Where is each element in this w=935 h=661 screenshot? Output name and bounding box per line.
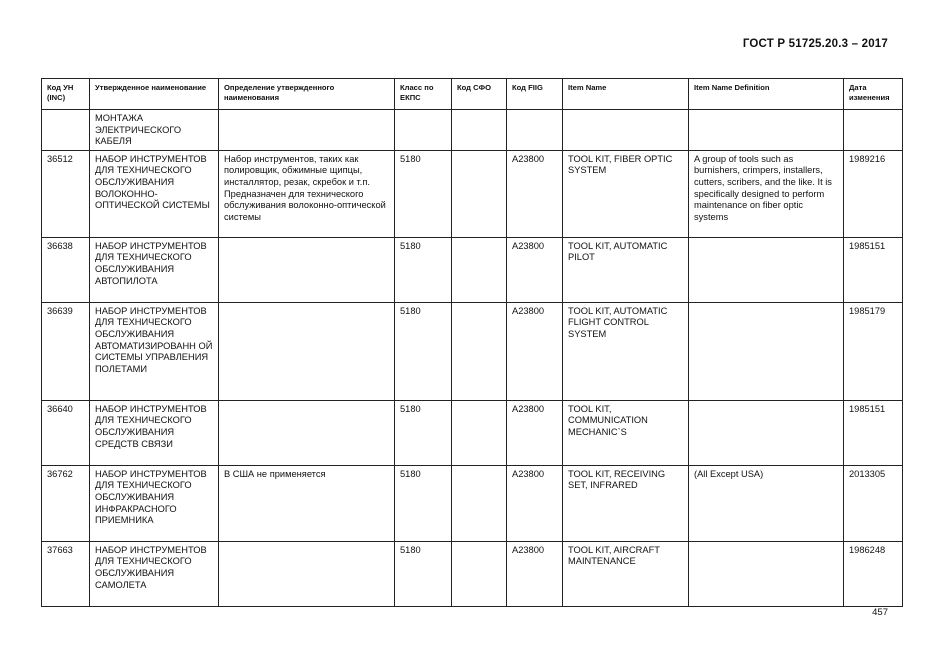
header-inc: Код УН (INC)	[42, 79, 90, 110]
header-approved-name: Утвержденное наименование	[90, 79, 219, 110]
header-item-name: Item Name	[563, 79, 689, 110]
cell-sfo	[452, 110, 507, 151]
cell-date	[844, 110, 903, 151]
cell-definition	[219, 237, 395, 302]
cell-inc: 36512	[42, 150, 90, 237]
cell-sfo	[452, 465, 507, 541]
cell-definition	[219, 110, 395, 151]
table-header-row	[42, 79, 903, 110]
cell-item-definition	[689, 400, 844, 465]
table-row	[42, 110, 903, 151]
cell-item-name: TOOL KIT, AIRCRAFT MAINTENANCE	[563, 541, 689, 606]
table-row	[42, 150, 903, 237]
cell-class: 5180	[395, 150, 452, 237]
header-fiig: Код FIIG	[507, 79, 563, 110]
cell-class: 5180	[395, 237, 452, 302]
table-body	[42, 110, 903, 607]
cell-fiig: A23800	[507, 541, 563, 606]
item-name-table	[41, 78, 903, 607]
table-row	[42, 237, 903, 302]
cell-item-definition	[689, 541, 844, 606]
cell-item-definition	[689, 237, 844, 302]
cell-class: 5180	[395, 302, 452, 400]
cell-approved-name: НАБОР ИНСТРУМЕНТОВ ДЛЯ ТЕХНИЧЕСКОГО ОБСЛУЖИВАНИЯ СРЕДСТВ СВЯЗИ	[90, 400, 219, 465]
cell-sfo	[452, 541, 507, 606]
cell-item-definition: (All Except USA)	[689, 465, 844, 541]
cell-approved-name: НАБОР ИНСТРУМЕНТОВ ДЛЯ ТЕХНИЧЕСКОГО ОБСЛУЖИВАНИЯ ВОЛОКОННО-ОПТИЧЕСКОЙ СИСТЕМЫ	[90, 150, 219, 237]
cell-inc	[42, 110, 90, 151]
table-row	[42, 465, 903, 541]
cell-date: 2013305	[844, 465, 903, 541]
cell-class: 5180	[395, 541, 452, 606]
cell-inc: 36639	[42, 302, 90, 400]
cell-date: 1989216	[844, 150, 903, 237]
cell-approved-name: МОНТАЖА ЭЛЕКТРИЧЕСКОГО КАБЕЛЯ	[90, 110, 219, 151]
cell-inc: 36762	[42, 465, 90, 541]
cell-fiig: A23800	[507, 237, 563, 302]
cell-sfo	[452, 237, 507, 302]
cell-definition	[219, 541, 395, 606]
cell-class: 5180	[395, 400, 452, 465]
cell-fiig: A23800	[507, 465, 563, 541]
cell-sfo	[452, 302, 507, 400]
cell-date: 1985151	[844, 237, 903, 302]
cell-item-name: TOOL KIT, COMMUNICATION MECHANIC`S	[563, 400, 689, 465]
cell-item-name: TOOL KIT, RECEIVING SET, INFRARED	[563, 465, 689, 541]
cell-item-name: TOOL KIT, AUTOMATIC PILOT	[563, 237, 689, 302]
header-sfo: Код СФО	[452, 79, 507, 110]
cell-definition: Набор инструментов, таких как полировщик, обжимные щипцы, инсталлятор, резак, скребок и т.п. Предназначен для технического обслуживания волоконно-оптической системы	[219, 150, 395, 237]
table-row	[42, 400, 903, 465]
cell-class: 5180	[395, 465, 452, 541]
header-class: Класс по ЕКПС	[395, 79, 452, 110]
cell-definition	[219, 302, 395, 400]
cell-fiig: A23800	[507, 302, 563, 400]
cell-item-name	[563, 110, 689, 151]
cell-fiig: A23800	[507, 400, 563, 465]
cell-inc: 36638	[42, 237, 90, 302]
cell-item-definition	[689, 110, 844, 151]
cell-item-definition: A group of tools such as burnishers, crimpers, installers, cutters, scribers, and the like. It is specifically designed to perform maintenance on fiber optic systems	[689, 150, 844, 237]
cell-definition: В США не применяется	[219, 465, 395, 541]
cell-item-name: TOOL KIT, AUTOMATIC FLIGHT CONTROL SYSTEM	[563, 302, 689, 400]
cell-date: 1985179	[844, 302, 903, 400]
header-item-definition: Item Name Definition	[689, 79, 844, 110]
cell-date: 1985151	[844, 400, 903, 465]
table-row	[42, 302, 903, 400]
cell-approved-name: НАБОР ИНСТРУМЕНТОВ ДЛЯ ТЕХНИЧЕСКОГО ОБСЛУЖИВАНИЯ ИНФРАКРАСНОГО ПРИЕМНИКА	[90, 465, 219, 541]
cell-approved-name: НАБОР ИНСТРУМЕНТОВ ДЛЯ ТЕХНИЧЕСКОГО ОБСЛУЖИВАНИЯ АВТОМАТИЗИРОВАНН ОЙ СИСТЕМЫ УПРАВЛЕНИЯ ПОЛЕТАМИ	[90, 302, 219, 400]
cell-fiig	[507, 110, 563, 151]
cell-sfo	[452, 150, 507, 237]
standard-number: ГОСТ Р 51725.20.3 – 2017	[742, 38, 888, 50]
table-row	[42, 541, 903, 606]
cell-sfo	[452, 400, 507, 465]
header-date: Дата изменения	[844, 79, 903, 110]
cell-inc: 36640	[42, 400, 90, 465]
cell-item-definition	[689, 302, 844, 400]
cell-date: 1986248	[844, 541, 903, 606]
cell-class	[395, 110, 452, 151]
cell-approved-name: НАБОР ИНСТРУМЕНТОВ ДЛЯ ТЕХНИЧЕСКОГО ОБСЛУЖИВАНИЯ САМОЛЕТА	[90, 541, 219, 606]
cell-item-name: TOOL KIT, FIBER OPTIC SYSTEM	[563, 150, 689, 237]
page-number: 457	[872, 607, 888, 618]
cell-fiig: A23800	[507, 150, 563, 237]
cell-approved-name: НАБОР ИНСТРУМЕНТОВ ДЛЯ ТЕХНИЧЕСКОГО ОБСЛУЖИВАНИЯ АВТОПИЛОТА	[90, 237, 219, 302]
cell-inc: 37663	[42, 541, 90, 606]
cell-definition	[219, 400, 395, 465]
header-definition: Определение утвержденного наименования	[219, 79, 395, 110]
